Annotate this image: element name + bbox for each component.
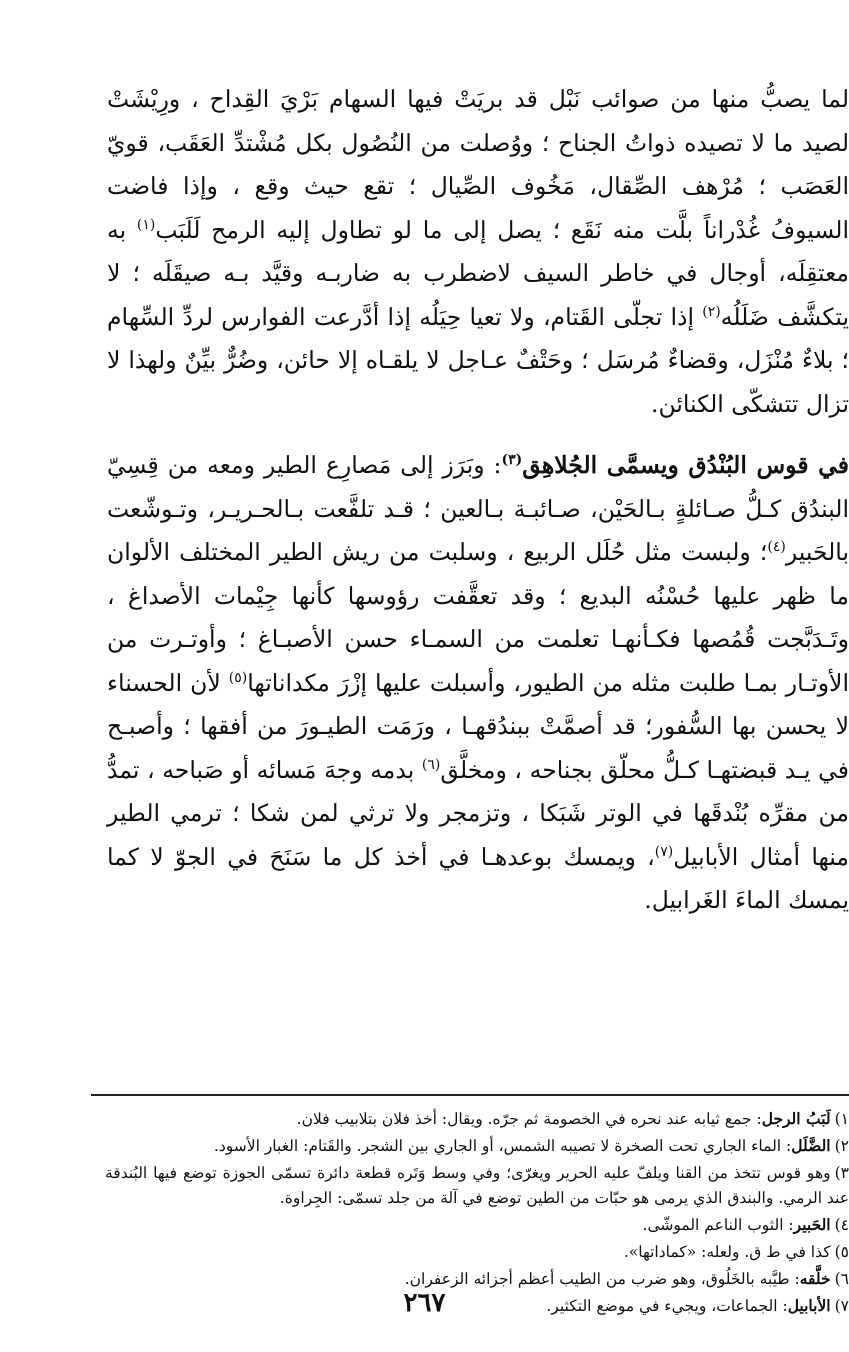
footnote-ref-6[interactable]: (٦) <box>421 756 441 773</box>
footnote-text: كذا في ط ق. ولعله: «كماداتها». <box>623 1243 831 1261</box>
paragraph-2 <box>107 444 849 923</box>
footnote-text: : طيَّبه بالخَلُوق، وهو ضرب من الطيب أعظم أجزائه الزعفران. <box>404 1270 800 1288</box>
footnote-ref-2[interactable]: (٢) <box>702 303 721 320</box>
footnote-number: ٢) <box>834 1137 849 1155</box>
footnote-1 <box>105 1106 849 1132</box>
text-run: إذا تجلّى القَتام، ولا تعيا حِيَلُه إذا أدَّرعت الفوارس لردِّ السِّهام ؛ بلاءٌ مُنْزَل، وقضاءٌ مُرسَل ؛ وحَتْفٌ عـاجل لا يلقـاه إلا حائن، وضُرٌّ بيِّنٌ ولهذا لا تزال تتشكّى الكنائن. <box>107 302 849 418</box>
footnote-divider <box>91 1094 849 1096</box>
footnote-ref-5[interactable]: (٥) <box>228 669 248 686</box>
footnote-text: : جمع ثيابه عند نحره في الخصومة ثم جرّه. ويقال: أخذ فلان بتلابيب فلان. <box>296 1110 762 1128</box>
main-text <box>107 78 849 923</box>
text-run: ، ويمسك بوعدهـا في أخذ كل ما سَنَحَ في الجوّ لا كما يمسك الماءَ الغَرابيل. <box>107 842 849 914</box>
page-number: ٢٦٧ <box>403 1288 446 1318</box>
text-run: به معتقِلَه، أوجال في خاطر السيف لاضطرب به ضاربـه وقيَّد بـه صيقَلَه ؛ لا يتكشَّف ضَلَلُه <box>107 215 849 331</box>
paragraph-gap <box>107 426 849 444</box>
footnote-text: : الماء الجاري تحت الصخرة لا تصيبه الشمس، أو الجاري بين الشجر. والقَتام: الغبار الأسود. <box>213 1137 792 1155</box>
footnote-term: الحَبير <box>793 1215 831 1234</box>
paragraph-1 <box>107 78 849 426</box>
footnote-ref-7[interactable]: (٧) <box>654 843 674 860</box>
footnote-number: ٥) <box>834 1243 849 1261</box>
footnote-text: وهو قوس تتخذ من القنا ويلفّ عليه الحرير ويغرّى؛ وفي وسط وَتَره قطعة دائرة تسمّى الجوزة توضع فيها البُندقة عند الرمي. والبندق الذي يرمى هو حبّات من الطين توضع في آلة من جلد تسمّى: الجِراوة. <box>105 1164 849 1207</box>
footnote-ref-1[interactable]: (١) <box>136 216 156 233</box>
footnote-text: : الثوب الناعم الموشّى. <box>642 1216 794 1234</box>
footnote-number: ٧) <box>834 1297 849 1315</box>
footnote-ref-3[interactable]: (٣) <box>501 452 523 469</box>
footnote-number: ١) <box>834 1110 849 1128</box>
footnote-5 <box>105 1239 849 1265</box>
footnote-4 <box>105 1212 849 1238</box>
footnote-text: : الجماعات، ويجيء في موضع التكثير. <box>546 1297 788 1315</box>
section-heading: في قوس البُنْدُق ويسمَّى الجُلاهِق <box>522 451 849 479</box>
text-run: لأن الحسناء لا يحسن بها السُّفور؛ قد أصمَّتْ ببندُقهـا ، ورَمَت الطيـورَ من أفقها ؛ وأصبـح في يـد قبضتهـا كـلُّ محلّق بجناحه ، ومخلَّق <box>107 668 849 784</box>
footnote-number: ٦) <box>834 1270 849 1288</box>
footnote-term: خلَّقه <box>799 1269 831 1288</box>
text-run: ؛ ولبست مثل حُلَل الربيع ، وسلبت من ريش الطير المختلف الألوان ما ظهر عليها حُسْنُه البديع ؛ وقد تعقَّفت رؤوسها كأنها جِيْمات الأصداغ ، وتَـدَبَّجت قُمُصها فكـأنهـا تعلمت من السمـاء حسن الأصبـاغ ؛ وأوتـرت من الأوتـار بمـا طلبت مثله من الطيور، وأسبلت عليها إزْرَ مكداناتها <box>107 538 849 697</box>
footnote-term: الضَّلَل <box>791 1136 831 1155</box>
footnote-term: الأبابيل <box>787 1296 831 1315</box>
footnote-term: لَبَبُ الرجل <box>761 1109 831 1128</box>
text-run: لما يصبُّ منها من صوائب نَبْل قد بريَتْ فيها السهام بَرْيَ القِداح ، ورِيْشَتْ لصيد ما لا تصيده ذواتُ الجناح ؛ ووُصلت من النُصُول بكل مُشْتدِّ العَقَب، قويّ العَصَب ؛ مُرْهف الصِّقال، مَخُوف الصِّيال ؛ تقع حيث وقع ، وإذا فاضت السيوفُ غُدْراناً بلَّت منه نَقَع ؛ يصل إلى ما لو تطاول إليه الرمح لَلَبَب <box>107 85 849 244</box>
text-run: بدمه وجهَ مَسائه أو صَباحه ، تمدُّ من مقرِّه بُنْدقَها في الوتر شَبَكا ، وتزمجر ولا ترثي لمن شكا ؛ ترمي الطير منها أمثال الأبابيل <box>107 755 849 871</box>
footnote-number: ٤) <box>834 1216 849 1234</box>
text-run: : وبَرَز إلى مَصارِع الطير ومعه من قِسِيّ البندُق كـلُّ صـائلةٍ بـالحَيْن، صـائبـة بـالعين ؛ قـد تلفَّعت بـالحـريـر، وتـوشّعت بالحَبير <box>107 451 849 566</box>
footnote-number: ٣) <box>834 1164 849 1182</box>
footnote-ref-4[interactable]: (٤) <box>767 539 786 556</box>
footnote-3 <box>105 1160 849 1211</box>
footnote-2 <box>105 1133 849 1159</box>
